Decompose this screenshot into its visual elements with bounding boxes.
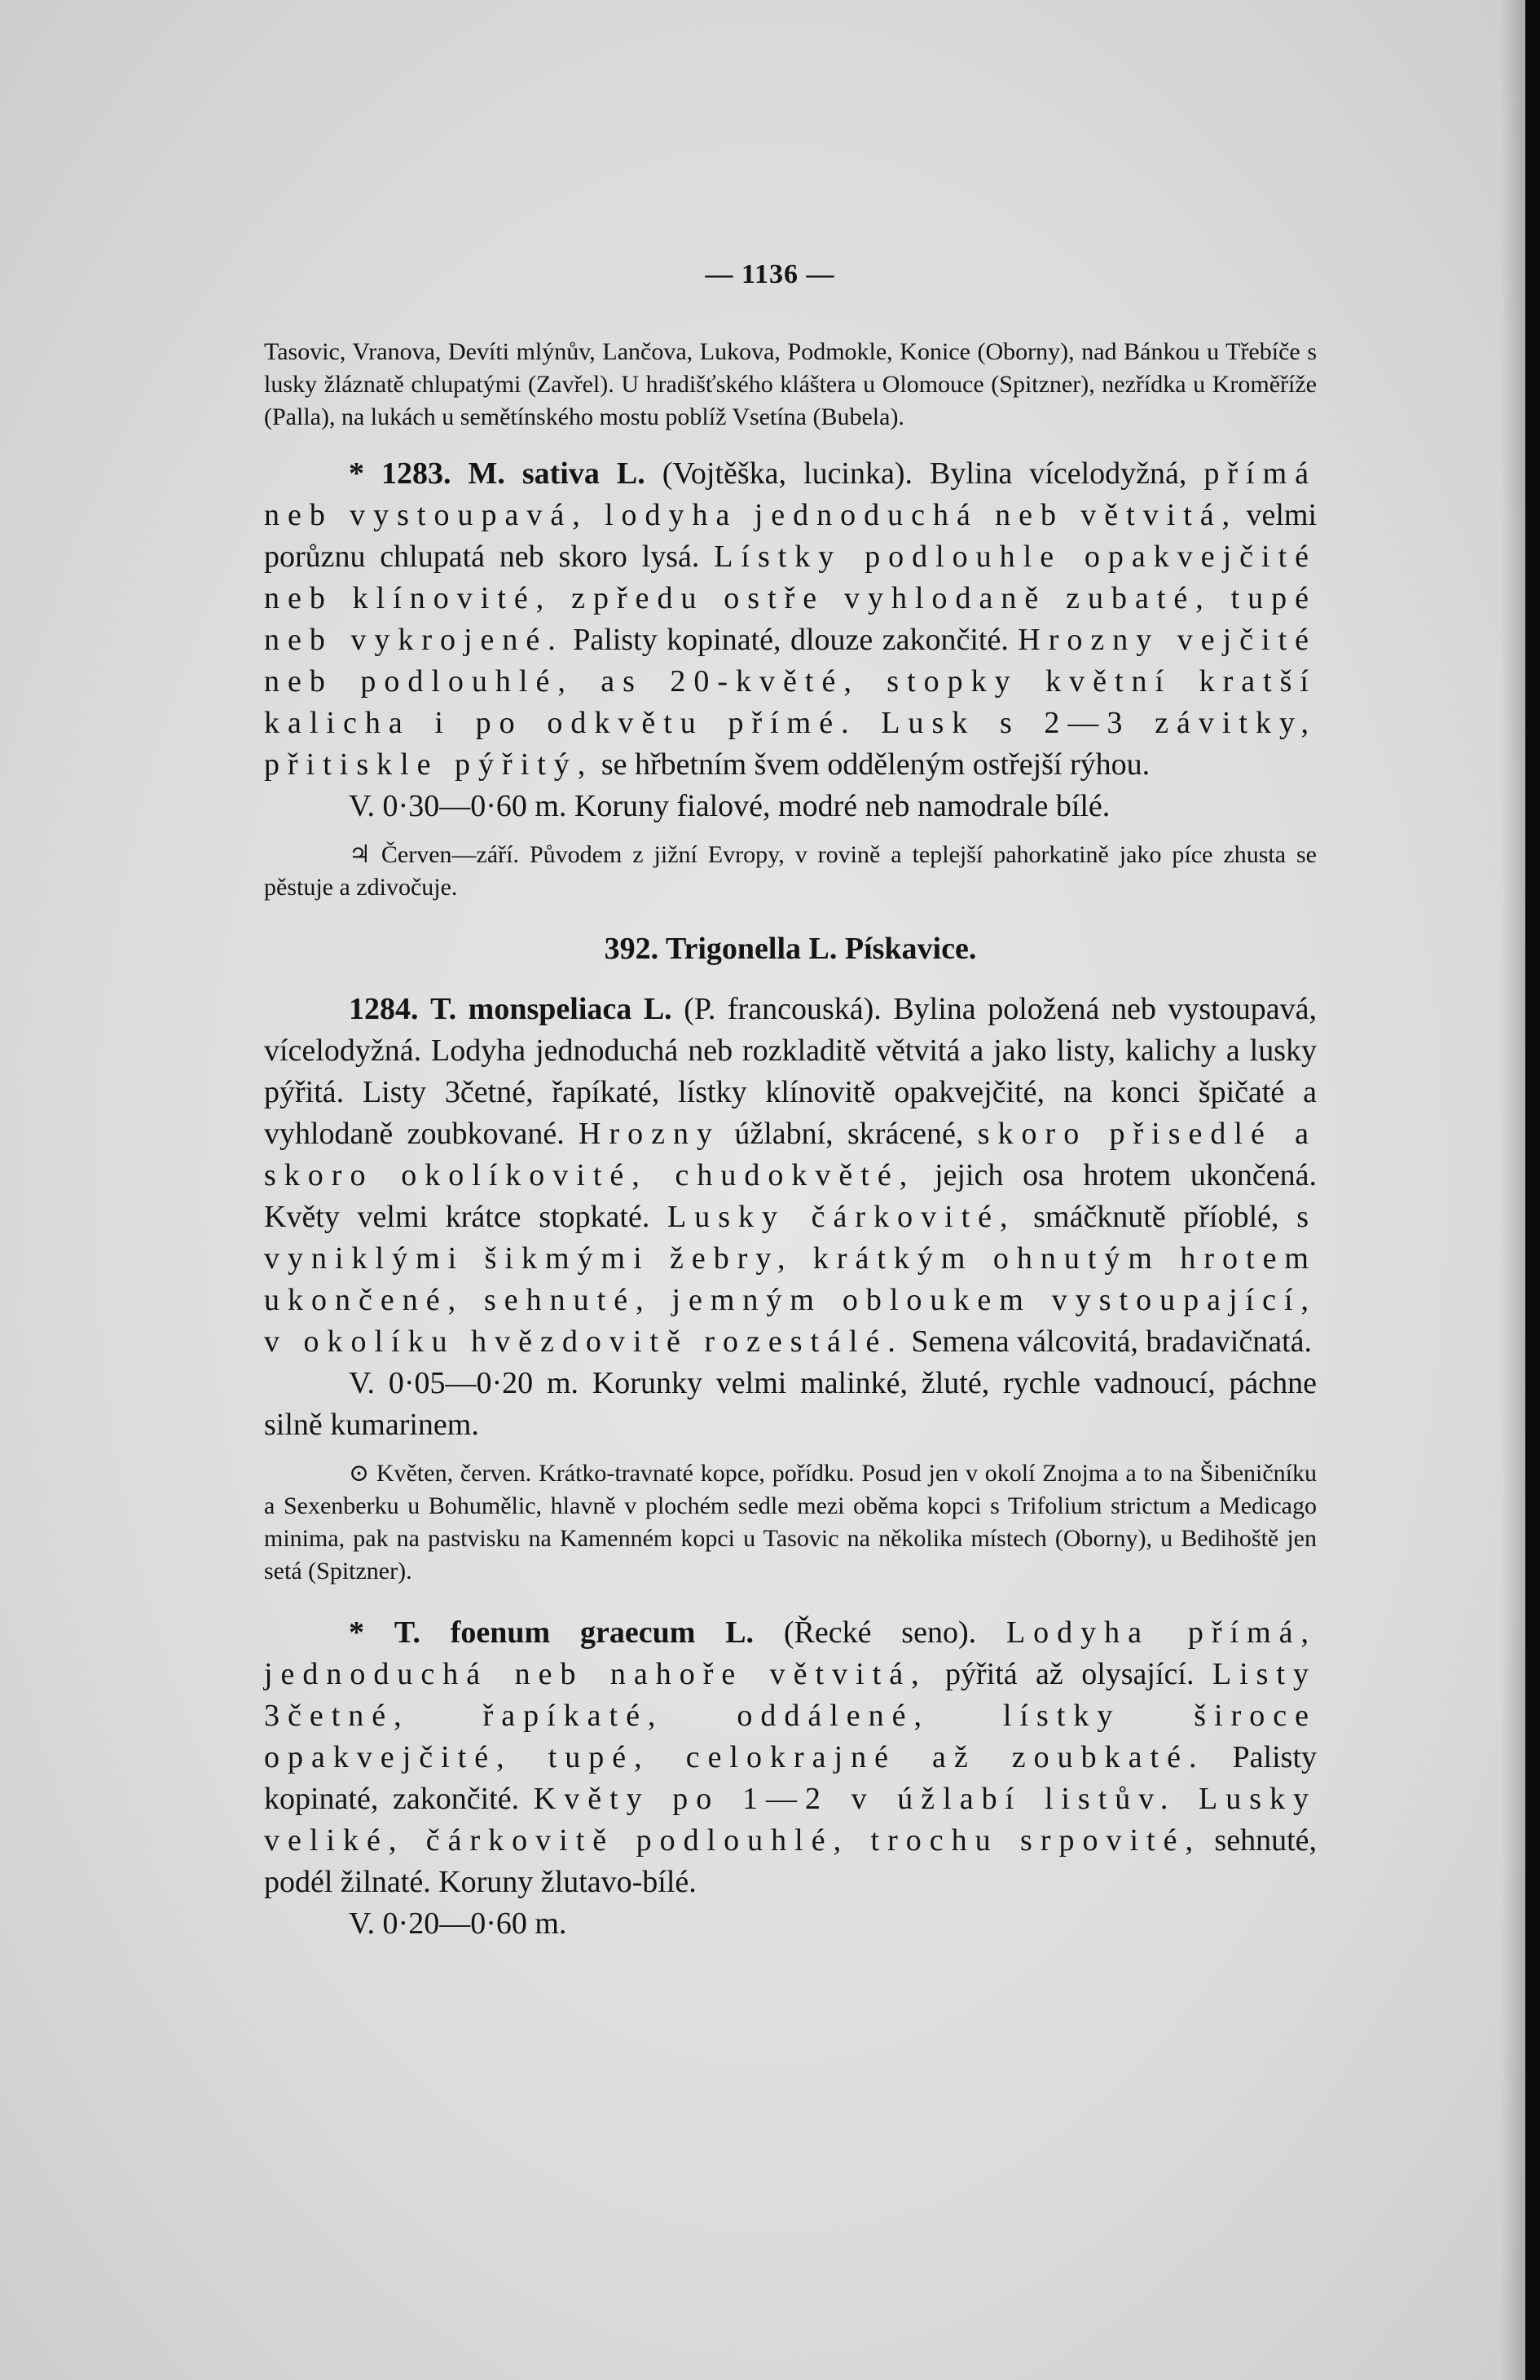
species-1283-number: * 1283.	[349, 456, 451, 491]
species-1283-description	[264, 453, 1317, 786]
species-1283-text-2: velmi porůznu chlupatá neb skoro lysá.	[264, 498, 1318, 574]
foenum-text-3: Palisty kopinaté, zakončité.	[264, 1740, 1317, 1816]
species-1284-text-3: jejich osa hrotem ukončená. Květy velmi krátce stopkaté.	[264, 1158, 1317, 1234]
species-1284-text-4: smáčknutě příoblé,	[1015, 1200, 1297, 1234]
species-1283-spaced-1: přímá neb vystoupavá, lodyha jednoduchá neb větvitá,	[264, 456, 1318, 532]
species-1284-name: T. monspeliaca L.	[430, 992, 672, 1026]
page-content	[264, 336, 1317, 1945]
foenum-number: *	[349, 1615, 364, 1650]
species-1284-description	[264, 989, 1317, 1363]
species-1283-spaced-3: Hrozny vejčité neb podlouhlé, as 20-květé, stopky květní kratší kalicha i po odkvětu přímé. Lusk s 2—3 závitky, přitiskle pýřitý,	[264, 623, 1317, 782]
species-1283-text-3: Palisty kopinaté, dlouze zakončité.	[563, 623, 1019, 657]
species-1284-text-5: Semena válcovitá, bradavičnatá.	[903, 1324, 1313, 1359]
species-1284-note: ⊙ Květen, červen. Krátko-travnaté kopce, pořídku. Posud jen v okolí Znojma a to na Šibeničníku a Sexenberku u Bohumělic, hlavně v plochém sedle mezi oběma kopci s Trifolium strictum a Medicago minima, pak na pastvisku na Kamenném kopci u Tasovic na několika místech (Oborny), u Bedihoště jen setá (Spitzner).	[264, 1460, 1317, 1584]
species-1283-size-line: V. 0·30—0·60 m. Koruny fialové, modré neb namodrale bílé.	[349, 789, 1111, 823]
foenum-name: T. foenum graecum L.	[394, 1615, 755, 1650]
foenum-text-1: (Řecké seno).	[754, 1615, 1006, 1650]
species-1284-text-2: úžlabní, skrácené,	[720, 1117, 978, 1151]
species-1284-spaced-2: skoro přisedlé a skoro okolíkovité, chudokvěté,	[264, 1117, 1317, 1192]
scan-edge-border	[1525, 0, 1540, 2380]
foenum-spaced-2: Listy 3četné, řapíkaté, oddálené, lístky široce opakvejčité, tupé, celokrajné až zoubkaté.	[264, 1657, 1317, 1774]
page-edge-shadow	[1501, 0, 1525, 2380]
species-1283-name: M. sativa L.	[468, 456, 645, 491]
species-1283-spaced-2: Lístky podlouhle opakvejčité neb klínovité, zpředu ostře vyhlodaně zubaté, tupé neb vykrojené.	[264, 540, 1317, 657]
species-1283-note: ♃ Červen—září. Původem z jižní Evropy, v rovině a teplejší pahorkatině jako píce zhusta se pěstuje a zdivočuje.	[264, 841, 1317, 901]
species-1284-spaced-4: s vyniklými šikmými žebry, krátkým ohnutým hrotem ukončené, sehnuté, jemným obloukem vystoupající, v okolíku hvězdovitě rozestálé.	[264, 1200, 1317, 1359]
foenum-text-4: sehnuté, podél žilnaté. Koruny žlutavo-bílé.	[264, 1823, 1318, 1899]
species-1283-text-1: (Vojtěška, lucinka). Bylina vícelodyžná,	[645, 456, 1204, 491]
page-number: — 1136 —	[705, 259, 835, 289]
species-1284-text-1: (P. francouská). Bylina položená neb vystoupavá, vícelodyžná. Lodyha jednoduchá neb rozkladitě větvitá a jako listy, kalichy a lusky pýřitá. Listy 3četné, řapíkaté, lístky klínovitě opakvejčité, na konci špičaté a vyhlodaně zoubkované.	[264, 992, 1317, 1151]
continued-localities-paragraph: Tasovic, Vranova, Devíti mlýnův, Lančova, Lukova, Podmokle, Konice (Oborny), nad Bánkou u Třebíče s lusky žláznatě chlupatými (Zavřel). U hradišťského kláštera u Olomouce (Spitzner), nezřídka u Kroměříže (Palla), na lukách u semětínského mostu poblíž Vsetína (Bubela).	[264, 338, 1317, 430]
species-1284-spaced-3: Lusky čárkovité,	[667, 1200, 1016, 1234]
foenum-spaced-3: Květy po 1—2 v úžlabí listův. Lusky veliké, čárkovitě podlouhlé, trochu srpovité,	[264, 1782, 1317, 1858]
species-1284-number: 1284.	[349, 992, 419, 1026]
foenum-graecum-description	[264, 1612, 1317, 1903]
species-1284-spaced-1: Hrozny	[579, 1117, 721, 1151]
foenum-size-line: V. 0·20—0·60 m.	[349, 1906, 567, 1941]
genus-heading: 392. Trigonella L. Pískavice.	[604, 932, 977, 966]
foenum-text-2: pýřitá až olysající.	[926, 1657, 1212, 1691]
foenum-spaced-1: Lodyha přímá, jednoduchá neb nahoře větvitá,	[264, 1615, 1317, 1691]
species-1284-size-line: V. 0·05—0·20 m. Korunky velmi malinké, žluté, rychle vadnoucí, páchne silně kumarinem.	[264, 1366, 1317, 1442]
species-1283-text-4: se hřbetním švem odděleným ostřejší rýhou.	[593, 747, 1151, 782]
